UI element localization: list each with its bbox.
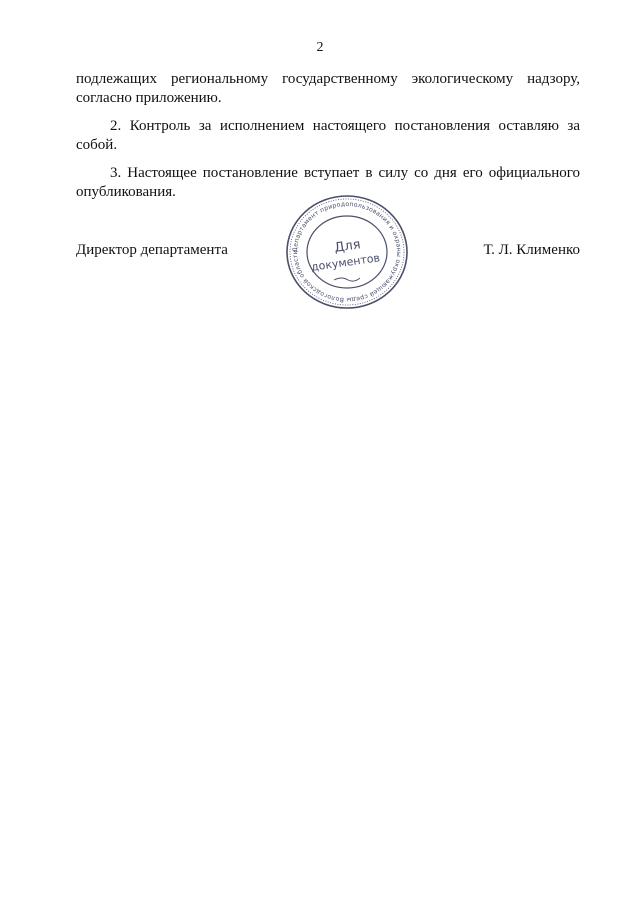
official-stamp xyxy=(282,192,412,312)
signatory-name: Т. Л. Клименко xyxy=(483,242,580,258)
signatory-title: Директор департамента xyxy=(76,242,228,258)
paragraph-effective-date: 3. Настоящее постановление вступает в силу со дня его официального опубликования. xyxy=(76,165,580,200)
stamp-ring-text: Департамент природопользования и охраны окружающей среды Вологодской области xyxy=(291,200,403,304)
stamp-line-2: документов xyxy=(310,251,381,274)
page-number: 2 xyxy=(316,40,324,55)
stamp-line-1: Для xyxy=(333,237,362,256)
paragraph-continuation: подлежащих региональному государственному экологическому надзору, согласно приложению. xyxy=(76,71,580,106)
paragraph-control: 2. Контроль за исполнением настоящего постановления оставляю за собой. xyxy=(76,118,580,153)
document-body xyxy=(76,70,580,211)
